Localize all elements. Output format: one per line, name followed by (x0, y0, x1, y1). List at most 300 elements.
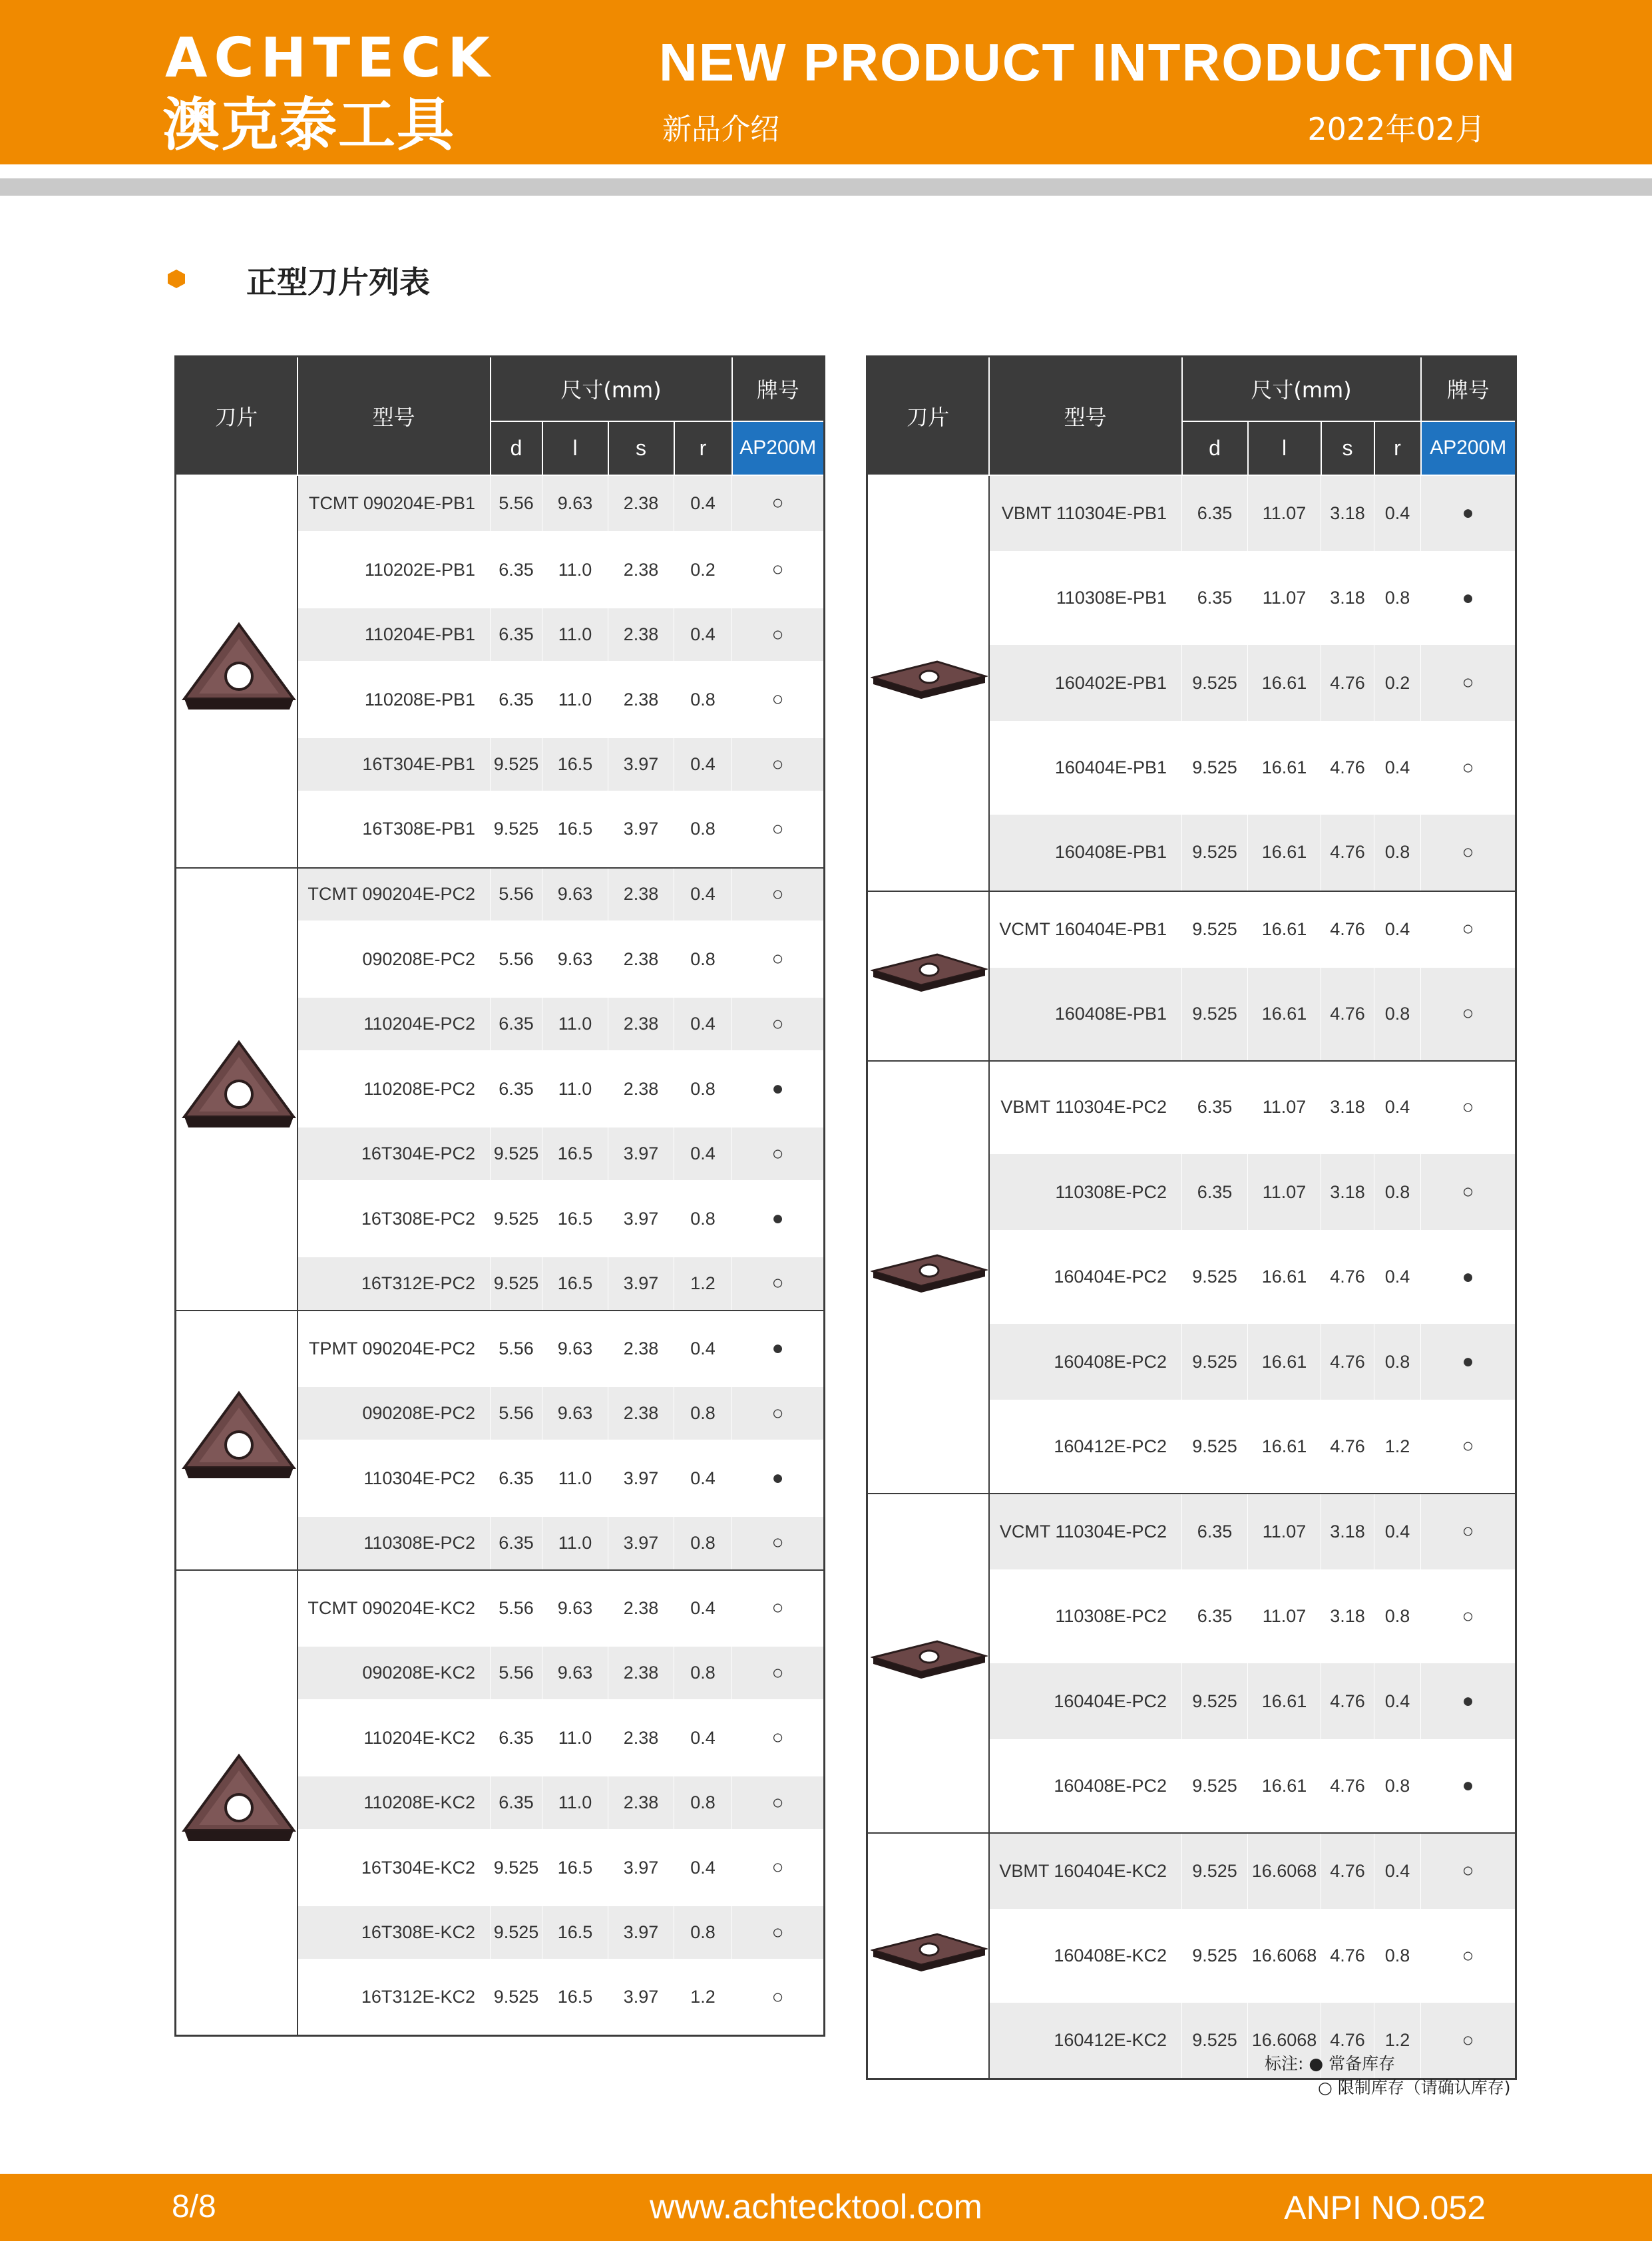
s-cell: 4.76 (1321, 1231, 1374, 1324)
l-cell: 9.63 (542, 1311, 608, 1387)
col-size: 尺寸(mm) (1182, 357, 1421, 421)
r-cell: 0.8 (674, 791, 732, 868)
l-cell: 11.07 (1248, 1061, 1321, 1154)
stock-cell: ○ (732, 1700, 825, 1776)
r-cell: 0.4 (1374, 1231, 1421, 1324)
r-cell: 0.4 (1374, 1833, 1421, 1910)
d-cell: 9.525 (1182, 721, 1248, 815)
d-cell: 6.35 (491, 1700, 542, 1776)
s-cell: 3.97 (608, 1906, 674, 1959)
col-insert: 刀片 (176, 357, 298, 475)
model-cell: 090208E-KC2 (298, 1647, 491, 1700)
s-cell: 4.76 (1321, 891, 1374, 968)
triangle-insert-icon (176, 475, 298, 868)
s-cell: 3.97 (608, 1517, 674, 1570)
stock-cell: ○ (1421, 1833, 1516, 1910)
r-cell: 0.4 (1374, 1663, 1421, 1740)
s-cell: 4.76 (1321, 645, 1374, 721)
stock-cell: ○ (732, 662, 825, 738)
stock-cell: ○ (1421, 721, 1516, 815)
d-cell: 9.525 (1182, 1833, 1248, 1910)
table-row (176, 1311, 825, 1387)
stock-cell: ○ (732, 738, 825, 791)
s-cell: 3.97 (608, 738, 674, 791)
s-cell: 3.18 (1321, 1570, 1374, 1663)
stock-cell: ○ (1421, 1494, 1516, 1570)
s-cell: 4.76 (1321, 2003, 1374, 2079)
stock-cell: ○ (732, 1647, 825, 1700)
d-cell: 9.525 (1182, 968, 1248, 1061)
col-r: r (674, 421, 732, 475)
r-cell: 0.8 (1374, 968, 1421, 1061)
s-cell: 4.76 (1321, 1400, 1374, 1494)
r-cell: 0.8 (674, 1776, 732, 1830)
r-cell: 0.8 (1374, 1570, 1421, 1663)
r-cell: 1.2 (1374, 1400, 1421, 1494)
legend-open: ○ 限制库存（请确认库存) (1318, 2078, 1511, 2097)
s-cell: 2.38 (608, 608, 674, 662)
stock-cell: ○ (732, 1387, 825, 1440)
model-cell: 110308E-PB1 (989, 552, 1182, 645)
stock-cell: ○ (1421, 1910, 1516, 2003)
hexagon-bullet-icon (166, 269, 186, 289)
r-cell: 0.4 (674, 608, 732, 662)
stock-cell: ○ (732, 532, 825, 608)
rhombus-insert-icon (867, 891, 989, 1061)
stock-cell: ○ (1421, 1570, 1516, 1663)
d-cell: 6.35 (1182, 475, 1248, 552)
model-cell: VCMT 110304E-PC2 (989, 1494, 1182, 1570)
d-cell: 6.35 (491, 662, 542, 738)
model-cell: TCMT 090204E-PC2 (298, 868, 491, 921)
model-cell: 090208E-PC2 (298, 1387, 491, 1440)
model-cell: 160412E-PC2 (989, 1400, 1182, 1494)
model-cell: 160408E-KC2 (989, 1910, 1182, 2003)
table-row (867, 891, 1516, 968)
r-cell: 0.4 (674, 738, 732, 791)
stock-cell: ○ (732, 608, 825, 662)
page-number: 8/8 (172, 2189, 216, 2224)
document-number: ANPI NO.052 (1284, 2189, 1486, 2226)
d-cell: 9.525 (491, 1959, 542, 2036)
s-cell: 3.97 (608, 1830, 674, 1906)
rhombus-insert-icon (867, 1833, 989, 2079)
r-cell: 0.4 (674, 475, 732, 532)
l-cell: 16.5 (542, 1959, 608, 2036)
l-cell: 11.07 (1248, 475, 1321, 552)
d-cell: 9.525 (491, 1257, 542, 1311)
stock-cell: ● (1421, 1740, 1516, 1833)
l-cell: 16.61 (1248, 1740, 1321, 1833)
l-cell: 11.0 (542, 662, 608, 738)
r-cell: 0.4 (674, 1311, 732, 1387)
right-spec-table (866, 355, 1517, 2080)
s-cell: 3.18 (1321, 1494, 1374, 1570)
stock-cell: ● (1421, 552, 1516, 645)
model-cell: 16T308E-PB1 (298, 791, 491, 868)
stock-cell: ○ (732, 1830, 825, 1906)
l-cell: 11.07 (1248, 552, 1321, 645)
l-cell: 11.07 (1248, 1154, 1321, 1231)
stock-cell: ○ (732, 791, 825, 868)
d-cell: 9.525 (491, 738, 542, 791)
stock-cell: ● (732, 1440, 825, 1517)
s-cell: 4.76 (1321, 1740, 1374, 1833)
d-cell: 6.35 (491, 608, 542, 662)
model-cell: 160408E-PB1 (989, 815, 1182, 891)
rhombus-insert-icon (867, 1061, 989, 1494)
r-cell: 0.8 (674, 1181, 732, 1257)
model-cell: 16T308E-KC2 (298, 1906, 491, 1959)
table-row (867, 475, 1516, 552)
model-cell: VCMT 160404E-PB1 (989, 891, 1182, 968)
stock-cell: ○ (732, 998, 825, 1051)
stock-cell: ○ (1421, 968, 1516, 1061)
r-cell: 0.8 (674, 1051, 732, 1127)
model-cell: VBMT 160404E-KC2 (989, 1833, 1182, 1910)
d-cell: 6.35 (491, 532, 542, 608)
l-cell: 11.0 (542, 1700, 608, 1776)
r-cell: 0.8 (674, 1647, 732, 1700)
s-cell: 3.97 (608, 1959, 674, 2036)
s-cell: 3.97 (608, 1181, 674, 1257)
table-row (176, 475, 825, 532)
r-cell: 0.8 (1374, 1910, 1421, 2003)
table-row (867, 1494, 1516, 1570)
r-cell: 0.8 (674, 1387, 732, 1440)
r-cell: 0.4 (674, 998, 732, 1051)
l-cell: 11.0 (542, 1776, 608, 1830)
model-cell: 110208E-KC2 (298, 1776, 491, 1830)
triangle-insert-icon (176, 1311, 298, 1570)
model-cell: TCMT 090204E-PB1 (298, 475, 491, 532)
d-cell: 9.525 (1182, 891, 1248, 968)
model-cell: 110202E-PB1 (298, 532, 491, 608)
s-cell: 2.38 (608, 868, 674, 921)
s-cell: 2.38 (608, 1776, 674, 1830)
stock-cell: ● (732, 1051, 825, 1127)
model-cell: 110204E-PC2 (298, 998, 491, 1051)
r-cell: 0.4 (1374, 721, 1421, 815)
col-grade: 牌号 (1421, 357, 1516, 421)
l-cell: 16.6068 (1248, 1833, 1321, 1910)
stock-cell: ○ (732, 475, 825, 532)
d-cell: 6.35 (1182, 1494, 1248, 1570)
col-r: r (1374, 421, 1421, 475)
s-cell: 2.38 (608, 998, 674, 1051)
s-cell: 3.97 (608, 1127, 674, 1181)
model-cell: 16T312E-KC2 (298, 1959, 491, 2036)
model-cell: 090208E-PC2 (298, 921, 491, 998)
stock-cell: ○ (1421, 1400, 1516, 1494)
r-cell: 0.4 (674, 1830, 732, 1906)
table-row (176, 1570, 825, 1647)
stock-cell: ○ (732, 1959, 825, 2036)
r-cell: 0.8 (1374, 552, 1421, 645)
r-cell: 0.8 (1374, 1154, 1421, 1231)
l-cell: 11.0 (542, 1517, 608, 1570)
model-cell: 16T304E-PB1 (298, 738, 491, 791)
col-d: d (1182, 421, 1248, 475)
d-cell: 9.525 (1182, 1324, 1248, 1400)
stock-cell: ○ (1421, 815, 1516, 891)
l-cell: 16.5 (542, 1906, 608, 1959)
col-grade-code: AP200M (732, 421, 825, 475)
d-cell: 5.56 (491, 1647, 542, 1700)
r-cell: 0.4 (1374, 1494, 1421, 1570)
stock-cell: ○ (1421, 645, 1516, 721)
triangle-insert-icon (176, 1570, 298, 2036)
table-row (867, 1061, 1516, 1154)
r-cell: 0.4 (1374, 891, 1421, 968)
model-cell: 160412E-KC2 (989, 2003, 1182, 2079)
stock-cell: ○ (732, 868, 825, 921)
logo-chinese: 澳克泰工具 (162, 92, 455, 158)
section-title: 正型刀片列表 (246, 264, 430, 300)
r-cell: 0.4 (1374, 1061, 1421, 1154)
l-cell: 9.63 (542, 1647, 608, 1700)
l-cell: 16.5 (542, 738, 608, 791)
l-cell: 16.61 (1248, 815, 1321, 891)
l-cell: 16.61 (1248, 645, 1321, 721)
l-cell: 16.61 (1248, 1663, 1321, 1740)
r-cell: 0.8 (674, 1517, 732, 1570)
r-cell: 0.8 (1374, 1740, 1421, 1833)
r-cell: 0.8 (674, 921, 732, 998)
col-grade: 牌号 (732, 357, 825, 421)
col-s: s (1321, 421, 1374, 475)
model-cell: VBMT 110304E-PB1 (989, 475, 1182, 552)
s-cell: 2.38 (608, 1051, 674, 1127)
l-cell: 16.5 (542, 1127, 608, 1181)
model-cell: 16T304E-PC2 (298, 1127, 491, 1181)
logo-english: ACHTECK (165, 27, 497, 90)
model-cell: 16T304E-KC2 (298, 1830, 491, 1906)
s-cell: 2.38 (608, 1311, 674, 1387)
header-divider (0, 178, 1652, 196)
s-cell: 3.18 (1321, 552, 1374, 645)
r-cell: 1.2 (674, 1959, 732, 2036)
legend-label: 标注: (1265, 2054, 1304, 2073)
s-cell: 2.38 (608, 1647, 674, 1700)
s-cell: 4.76 (1321, 1833, 1374, 1910)
stock-cell: ○ (732, 1906, 825, 1959)
stock-cell: ○ (1421, 1061, 1516, 1154)
r-cell: 0.8 (1374, 815, 1421, 891)
stock-cell: ○ (732, 1517, 825, 1570)
stock-cell: ○ (732, 1776, 825, 1830)
rhombus-insert-icon (867, 1494, 989, 1833)
d-cell: 9.525 (491, 1906, 542, 1959)
model-cell: 110304E-PC2 (298, 1440, 491, 1517)
col-model: 型号 (989, 357, 1182, 475)
r-cell: 0.2 (674, 532, 732, 608)
l-cell: 16.6068 (1248, 2003, 1321, 2079)
rhombus-insert-icon (867, 475, 989, 891)
l-cell: 11.0 (542, 532, 608, 608)
model-cell: 160408E-PC2 (989, 1324, 1182, 1400)
col-insert: 刀片 (867, 357, 989, 475)
d-cell: 9.525 (1182, 1400, 1248, 1494)
l-cell: 16.61 (1248, 1231, 1321, 1324)
d-cell: 9.525 (1182, 1663, 1248, 1740)
model-cell: 160404E-PC2 (989, 1231, 1182, 1324)
s-cell: 3.97 (608, 1440, 674, 1517)
website-url: www.achtecktool.com (650, 2188, 982, 2226)
r-cell: 0.4 (674, 1700, 732, 1776)
d-cell: 5.56 (491, 1311, 542, 1387)
d-cell: 9.525 (491, 791, 542, 868)
model-cell: 160402E-PB1 (989, 645, 1182, 721)
r-cell: 0.4 (1374, 475, 1421, 552)
s-cell: 4.76 (1321, 721, 1374, 815)
stock-legend (1265, 2052, 1511, 2100)
d-cell: 5.56 (491, 921, 542, 998)
model-cell: 16T312E-PC2 (298, 1257, 491, 1311)
s-cell: 4.76 (1321, 1910, 1374, 2003)
model-cell: 160408E-PB1 (989, 968, 1182, 1061)
d-cell: 6.35 (1182, 1570, 1248, 1663)
model-cell: 160408E-PC2 (989, 1740, 1182, 1833)
model-cell: 110208E-PB1 (298, 662, 491, 738)
col-size: 尺寸(mm) (491, 357, 732, 421)
l-cell: 16.5 (542, 791, 608, 868)
col-model: 型号 (298, 357, 491, 475)
col-l: l (1248, 421, 1321, 475)
r-cell: 1.2 (674, 1257, 732, 1311)
l-cell: 9.63 (542, 1387, 608, 1440)
l-cell: 16.61 (1248, 1400, 1321, 1494)
r-cell: 0.2 (1374, 645, 1421, 721)
col-grade-code: AP200M (1421, 421, 1516, 475)
d-cell: 6.35 (491, 1776, 542, 1830)
l-cell: 11.07 (1248, 1494, 1321, 1570)
d-cell: 6.35 (491, 998, 542, 1051)
stock-cell: ● (1421, 1663, 1516, 1740)
stock-cell: ○ (732, 1127, 825, 1181)
d-cell: 5.56 (491, 1570, 542, 1647)
d-cell: 6.35 (1182, 552, 1248, 645)
l-cell: 9.63 (542, 868, 608, 921)
r-cell: 0.4 (674, 1127, 732, 1181)
d-cell: 6.35 (1182, 1154, 1248, 1231)
stock-cell: ○ (1421, 1154, 1516, 1231)
left-spec-table (174, 355, 825, 2037)
s-cell: 4.76 (1321, 815, 1374, 891)
r-cell: 1.2 (1374, 2003, 1421, 2079)
d-cell: 9.525 (1182, 1740, 1248, 1833)
d-cell: 6.35 (491, 1517, 542, 1570)
s-cell: 2.38 (608, 475, 674, 532)
l-cell: 11.0 (542, 1440, 608, 1517)
d-cell: 5.56 (491, 868, 542, 921)
l-cell: 16.5 (542, 1830, 608, 1906)
s-cell: 3.18 (1321, 475, 1374, 552)
legend-filled: ● 常备库存 (1309, 2054, 1396, 2073)
s-cell: 3.18 (1321, 1061, 1374, 1154)
d-cell: 6.35 (1182, 1061, 1248, 1154)
model-cell: 110308E-PC2 (989, 1154, 1182, 1231)
stock-cell: ● (1421, 1324, 1516, 1400)
s-cell: 3.18 (1321, 1154, 1374, 1231)
s-cell: 3.97 (608, 791, 674, 868)
stock-cell: ○ (732, 1257, 825, 1311)
r-cell: 0.4 (674, 1570, 732, 1647)
l-cell: 11.0 (542, 608, 608, 662)
l-cell: 16.61 (1248, 1324, 1321, 1400)
l-cell: 16.6068 (1248, 1910, 1321, 2003)
model-cell: 160404E-PC2 (989, 1663, 1182, 1740)
l-cell: 11.0 (542, 1051, 608, 1127)
header-banner (0, 0, 1652, 164)
r-cell: 0.4 (674, 868, 732, 921)
page-subtitle: 新品介绍 (662, 112, 779, 146)
s-cell: 2.38 (608, 662, 674, 738)
stock-cell: ○ (732, 921, 825, 998)
d-cell: 5.56 (491, 475, 542, 532)
s-cell: 2.38 (608, 1570, 674, 1647)
stock-cell: ● (1421, 1231, 1516, 1324)
stock-cell: ● (732, 1311, 825, 1387)
l-cell: 16.5 (542, 1257, 608, 1311)
s-cell: 2.38 (608, 532, 674, 608)
l-cell: 9.63 (542, 475, 608, 532)
d-cell: 6.35 (491, 1440, 542, 1517)
l-cell: 11.07 (1248, 1570, 1321, 1663)
d-cell: 9.525 (1182, 815, 1248, 891)
model-cell: 110208E-PC2 (298, 1051, 491, 1127)
stock-cell: ● (732, 1181, 825, 1257)
table-row (867, 1833, 1516, 1910)
d-cell: 9.525 (1182, 1910, 1248, 2003)
col-s: s (608, 421, 674, 475)
stock-cell: ● (1421, 475, 1516, 552)
model-cell: TCMT 090204E-KC2 (298, 1570, 491, 1647)
d-cell: 9.525 (1182, 645, 1248, 721)
publish-date: 2022年02月 (1307, 111, 1486, 147)
r-cell: 0.4 (674, 1440, 732, 1517)
s-cell: 2.38 (608, 1700, 674, 1776)
s-cell: 4.76 (1321, 1324, 1374, 1400)
model-cell: 160404E-PB1 (989, 721, 1182, 815)
triangle-insert-icon (176, 868, 298, 1311)
l-cell: 11.0 (542, 998, 608, 1051)
l-cell: 16.5 (542, 1181, 608, 1257)
stock-cell: ○ (1421, 2003, 1516, 2079)
s-cell: 2.38 (608, 1387, 674, 1440)
d-cell: 9.525 (1182, 1231, 1248, 1324)
col-d: d (491, 421, 542, 475)
d-cell: 6.35 (491, 1051, 542, 1127)
l-cell: 16.61 (1248, 968, 1321, 1061)
model-cell: 110308E-PC2 (989, 1570, 1182, 1663)
l-cell: 9.63 (542, 921, 608, 998)
l-cell: 16.61 (1248, 721, 1321, 815)
model-cell: TPMT 090204E-PC2 (298, 1311, 491, 1387)
col-l: l (542, 421, 608, 475)
stock-cell: ○ (732, 1570, 825, 1647)
stock-cell: ○ (1421, 891, 1516, 968)
l-cell: 9.63 (542, 1570, 608, 1647)
l-cell: 16.61 (1248, 891, 1321, 968)
r-cell: 0.8 (674, 1906, 732, 1959)
d-cell: 9.525 (491, 1127, 542, 1181)
s-cell: 4.76 (1321, 1663, 1374, 1740)
r-cell: 0.8 (1374, 1324, 1421, 1400)
r-cell: 0.8 (674, 662, 732, 738)
model-cell: 110204E-PB1 (298, 608, 491, 662)
s-cell: 3.97 (608, 1257, 674, 1311)
